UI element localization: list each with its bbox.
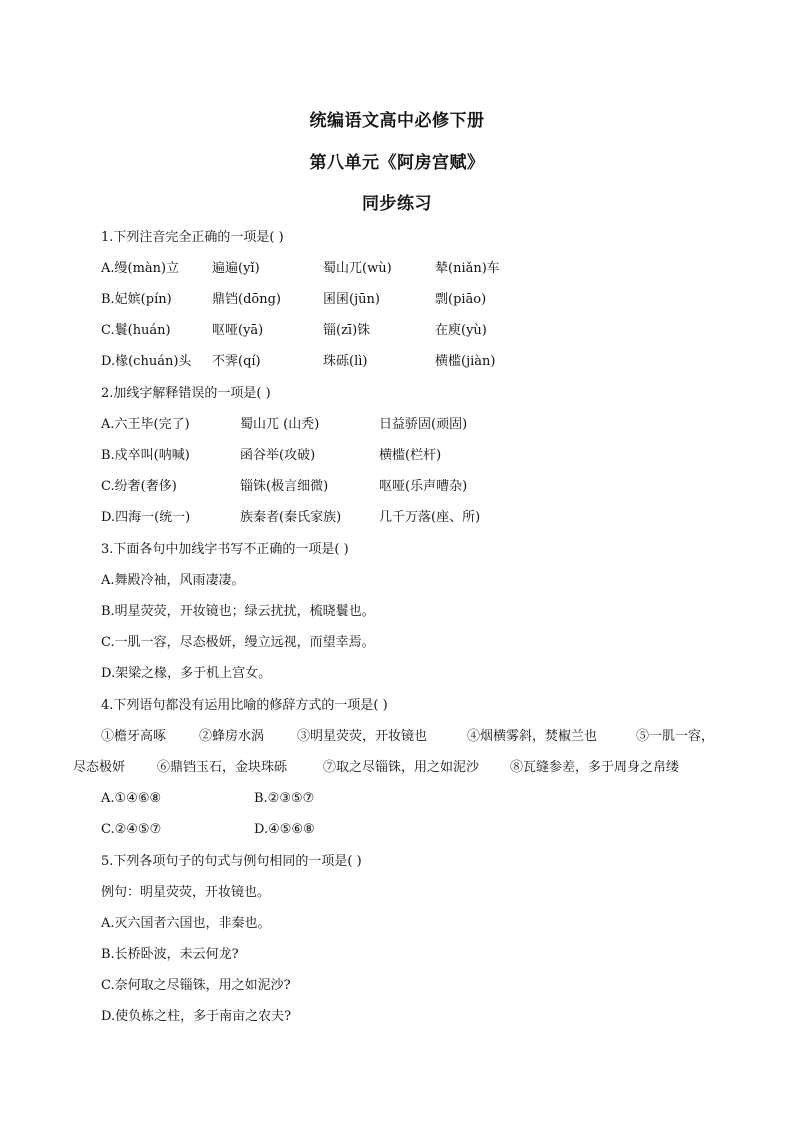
option-cell: A.缦(màn)立 [101, 261, 180, 276]
option-cell: 呕哑(乐声嘈杂) [379, 479, 468, 494]
question-2-stem: 2.加线字解释错误的一项是( ) [101, 386, 271, 401]
option-cell: A.六王毕(完了) [101, 417, 190, 432]
sentence-item: 尽态极妍 [73, 760, 126, 775]
option-cell: D.椽(chuán)头 [101, 354, 192, 369]
sentence-item: ②蜂房水涡 [199, 729, 265, 744]
option-cell: 囷囷(jūn) [323, 292, 380, 307]
document-title: 统编语文高中必修下册 [309, 111, 485, 131]
question-5-option-c: C.奈何取之尽锱铢，用之如泥沙? [101, 978, 291, 993]
section-title: 同步练习 [362, 194, 432, 214]
question-3-option-a: A.舞殿冷袖，风雨凄凄。 [101, 573, 245, 588]
option-cell: 剽(piāo) [435, 292, 487, 307]
option-cell: A.①④⑥⑧ [101, 791, 162, 806]
sentence-item: ⑤一肌一容， [636, 729, 715, 744]
sentence-item: ⑥鼎铛玉石，金块珠砾 [157, 760, 288, 775]
question-5-stem: 5.下列各项句子的句式与例句相同的一项是( ) [101, 854, 362, 869]
option-cell: 横槛(栏杆) [379, 448, 442, 463]
option-cell: 不霁(qí) [212, 354, 261, 369]
option-cell: 锱(zī)铢 [323, 323, 371, 338]
option-cell: 呕哑(yā) [212, 323, 264, 338]
sentence-item: ⑧瓦缝参差，多于周身之帛缕 [510, 760, 680, 775]
question-1-stem: 1.下列注音完全正确的一项是( ) [101, 230, 284, 245]
option-cell: C.鬟(huán) [101, 323, 171, 338]
option-cell: 锱铢(极言细微) [240, 479, 329, 494]
option-cell: 函谷举(攻破) [240, 448, 316, 463]
option-cell: C.纷奢(奢侈) [101, 479, 177, 494]
option-cell: D.四海一(统一) [101, 510, 191, 525]
option-cell: 蜀山兀 (山秃) [240, 417, 320, 432]
option-cell: 辇(niǎn)车 [435, 261, 500, 276]
question-4-stem: 4.下列语句都没有运用比喻的修辞方式的一项是( ) [101, 698, 388, 713]
question-5-option-a: A.灭六国者六国也，非秦也。 [101, 916, 271, 931]
option-cell: B.妃嫔(pín) [101, 292, 172, 307]
option-cell: C.②④⑤⑦ [101, 822, 162, 837]
option-cell: 在庾(yù) [435, 323, 487, 338]
question-3-stem: 3.下面各句中加线字书写不正确的一项是( ) [101, 542, 349, 557]
option-cell: 横槛(jiàn) [435, 354, 496, 369]
question-5-option-d: D.使负栋之柱，多于南亩之农夫? [101, 1009, 292, 1024]
option-cell: D.④⑤⑥⑧ [254, 822, 315, 837]
sentence-item: ③明星荧荧，开妆镜也 [297, 729, 428, 744]
option-cell: 遍遍(yǐ) [212, 261, 260, 276]
question-3-option-c: C.一肌一容，尽态极妍，缦立远视，而望幸焉。 [101, 635, 375, 650]
option-cell: 族秦者(秦氏家族) [240, 510, 342, 525]
sentence-item: ⑦取之尽锱铢，用之如泥沙 [323, 760, 480, 775]
option-cell: 日益骄固(顽固) [379, 417, 468, 432]
question-3-option-d: D.架梁之椽，多于机上宫女。 [101, 666, 272, 681]
option-cell: 珠砾(lì) [323, 354, 368, 369]
option-cell: B.戍卒叫(呐喊) [101, 448, 190, 463]
question-3-option-b: B.明星荧荧，开妆镜也；绿云扰扰，梳晓鬟也。 [101, 604, 375, 619]
option-cell: 蜀山兀(wù) [323, 261, 392, 276]
question-5-option-b: B.长桥卧波，未云何龙? [101, 947, 239, 962]
sentence-item: ④烟横雾斜，焚椒兰也 [467, 729, 598, 744]
option-cell: 几千万落(座、所) [379, 510, 481, 525]
sentence-item: ①檐牙高啄 [101, 729, 167, 744]
option-cell: 鼎铛(dōng) [212, 292, 281, 307]
question-5-example: 例句：明星荧荧，开妆镜也。 [101, 885, 271, 900]
option-cell: B.②③⑤⑦ [254, 791, 315, 806]
unit-title: 第八单元《阿房宫赋》 [309, 153, 485, 173]
